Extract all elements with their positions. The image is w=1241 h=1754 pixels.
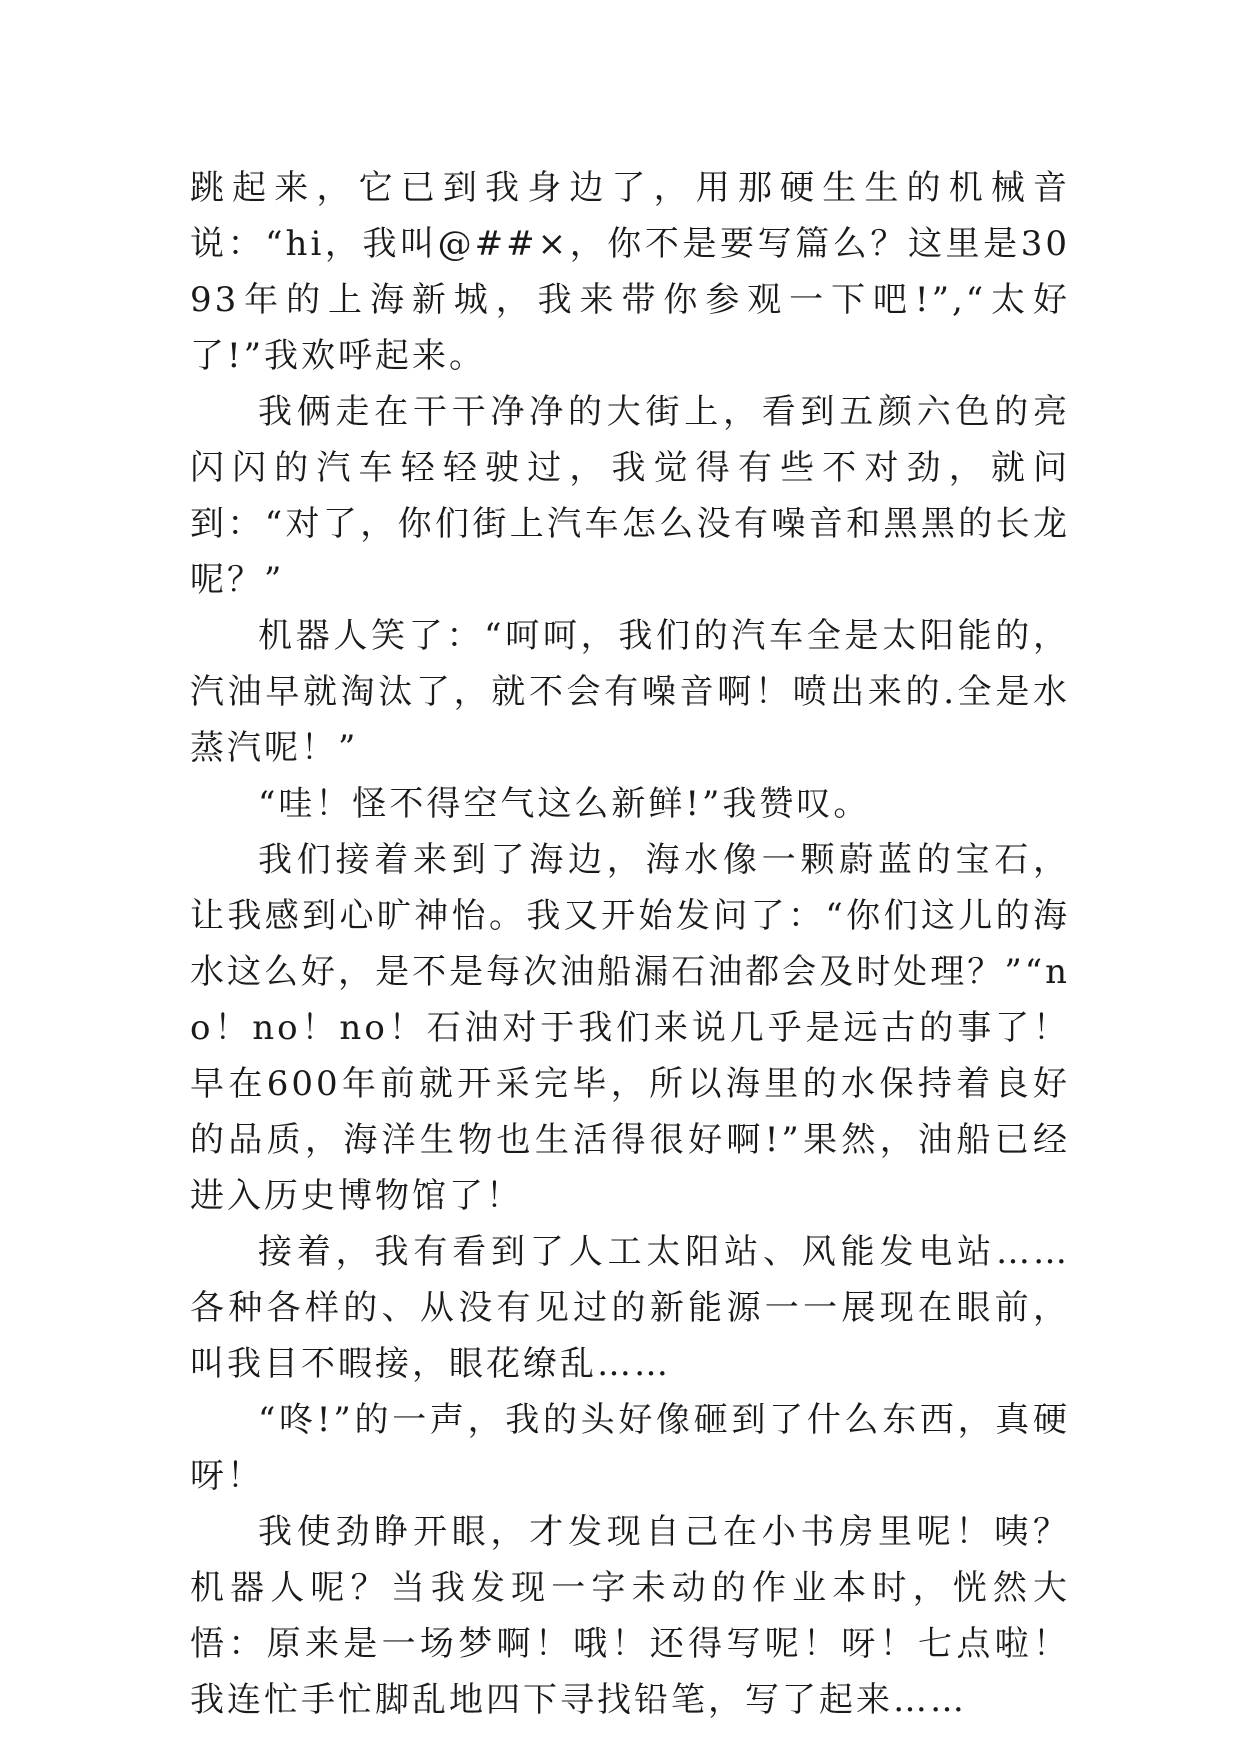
paragraph: 机器人笑了：“呵呵，我们的汽车全是太阳能的，汽油早就淘汰了，就不会有噪音啊！喷出来的.全是水蒸汽呢！” [190, 616, 1070, 768]
paragraph: 我们接着来到了海边，海水像一颗蔚蓝的宝石，让我感到心旷神怡。我又开始发问了：“你们这儿的海水这么好，是不是每次油船漏石油都会及时处理？”“no！no！no！石油对于我们来说几乎是远古的事了！早在600年前就开采完毕，所以海里的水保持着良好的品质，海洋生物也生活得很好啊!”果然，油船已经进入历史博物馆了！ [190, 840, 1070, 1216]
paragraph: “咚!”的一声，我的头好像砸到了什么东西，真硬呀！ [190, 1400, 1070, 1496]
paragraph: 跳起来，它已到我身边了，用那硬生生的机械音说：“hi，我叫@##×，你不是要写篇么？这里是3093年的上海新城，我来带你参观一下吧!”,“太好了!”我欢呼起来。 [190, 168, 1070, 376]
paragraph: “哇！怪不得空气这么新鲜!”我赞叹。 [258, 784, 871, 824]
paragraph: 接着，我有看到了人工太阳站、风能发电站……各种各样的、从没有见过的新能源一一展现在眼前，叫我目不暇接，眼花缭乱…… [190, 1232, 1070, 1384]
paragraph: 我使劲睁开眼，才发现自己在小书房里呢！咦？机器人呢？当我发现一字未动的作业本时，恍然大悟：原来是一场梦啊！哦！还得写呢！呀！七点啦！我连忙手忙脚乱地四下寻找铅笔，写了起来…… [190, 1512, 1070, 1720]
document-body [190, 160, 1070, 1728]
paragraph: 我俩走在干干净净的大街上，看到五颜六色的亮闪闪的汽车轻轻驶过，我觉得有些不对劲，就问到：“对了，你们街上汽车怎么没有噪音和黑黑的长龙呢？” [190, 392, 1070, 600]
